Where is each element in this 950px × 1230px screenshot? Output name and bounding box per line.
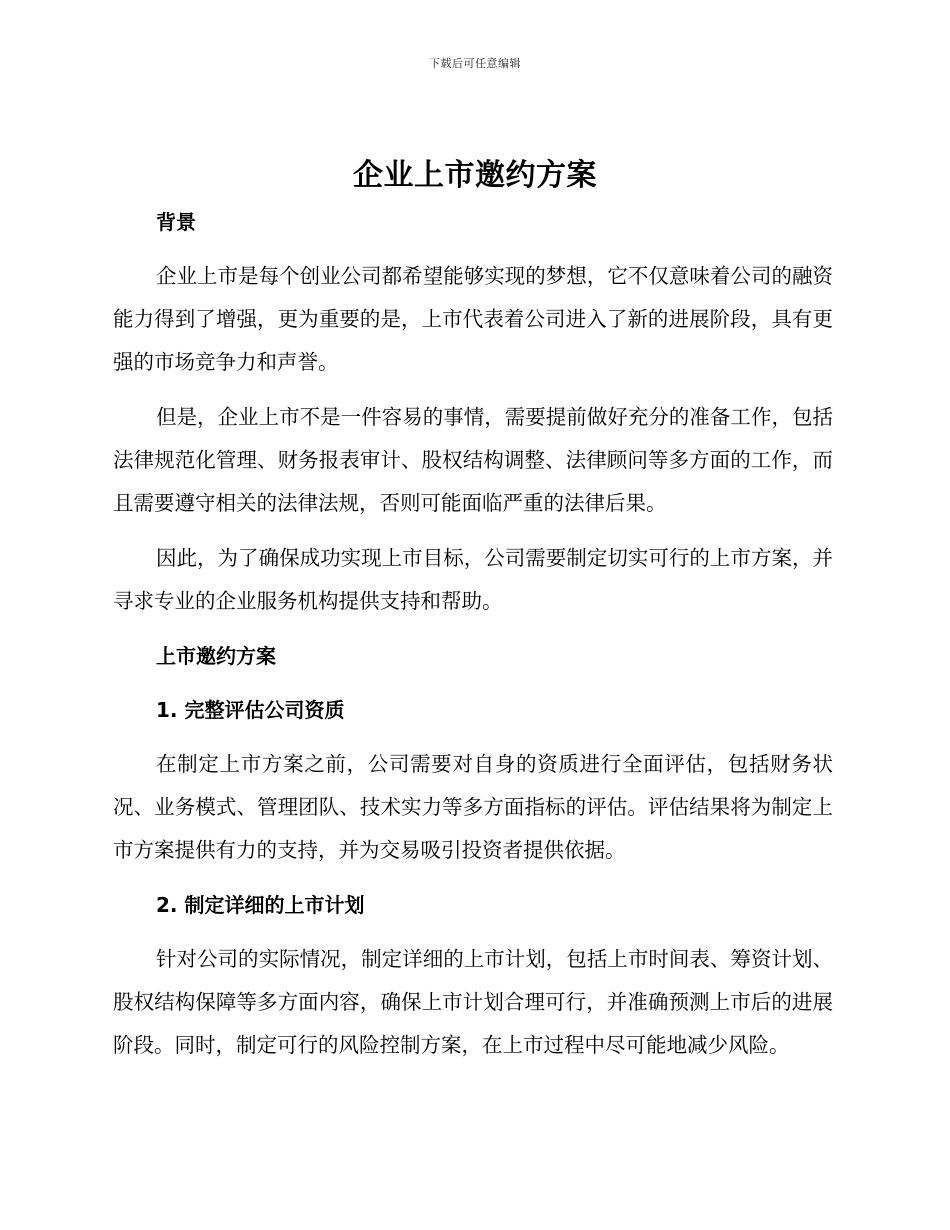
background-paragraph: 因此，为了确保成功实现上市目标，公司需要制定切实可行的上市方案，并寻求专业的企业服务机构提供支持和帮助。 [113,546,833,613]
plan-item-paragraph: 在制定上市方案之前，公司需要对自身的资质进行全面评估，包括财务状况、业务模式、管理团队、技术实力等多方面指标的评估。评估结果将为制定上市方案提供有力的支持，并为交易吸引投资者提供依据。 [113,752,833,862]
document-title: 企业上市邀约方案 [353,158,597,193]
plan-item-paragraph: 针对公司的实际情况，制定详细的上市计划，包括上市时间表、筹资计划、股权结构保障等多方面内容，确保上市计划合理可行，并准确预测上市后的进展阶段。同时，制定可行的风险控制方案，在上市过程中尽可能地减少风险。 [113,947,833,1057]
section-heading-plan: 上市邀约方案 [156,644,276,668]
document-body [113,201,833,1079]
section-heading-background: 背景 [156,210,196,234]
background-paragraph: 但是，企业上市不是一件容易的事情，需要提前做好充分的准备工作，包括法律规范化管理、财务报表审计、股权结构调整、法律顾问等多方面的工作，而且需要遵守相关的法律法规，否则可能面临严重的法律后果。 [113,405,833,515]
header-note: 下载后可任意编辑 [429,57,521,70]
plan-item-heading: 1. 完整评估公司资质 [156,698,345,722]
background-paragraph: 企业上市是每个创业公司都希望能够实现的梦想，它不仅意味着公司的融资能力得到了增强，更为重要的是，上市代表着公司进入了新的进展阶段，具有更强的市场竞争力和声誉。 [113,264,833,374]
plan-item-heading: 2. 制定详细的上市计划 [156,893,365,917]
